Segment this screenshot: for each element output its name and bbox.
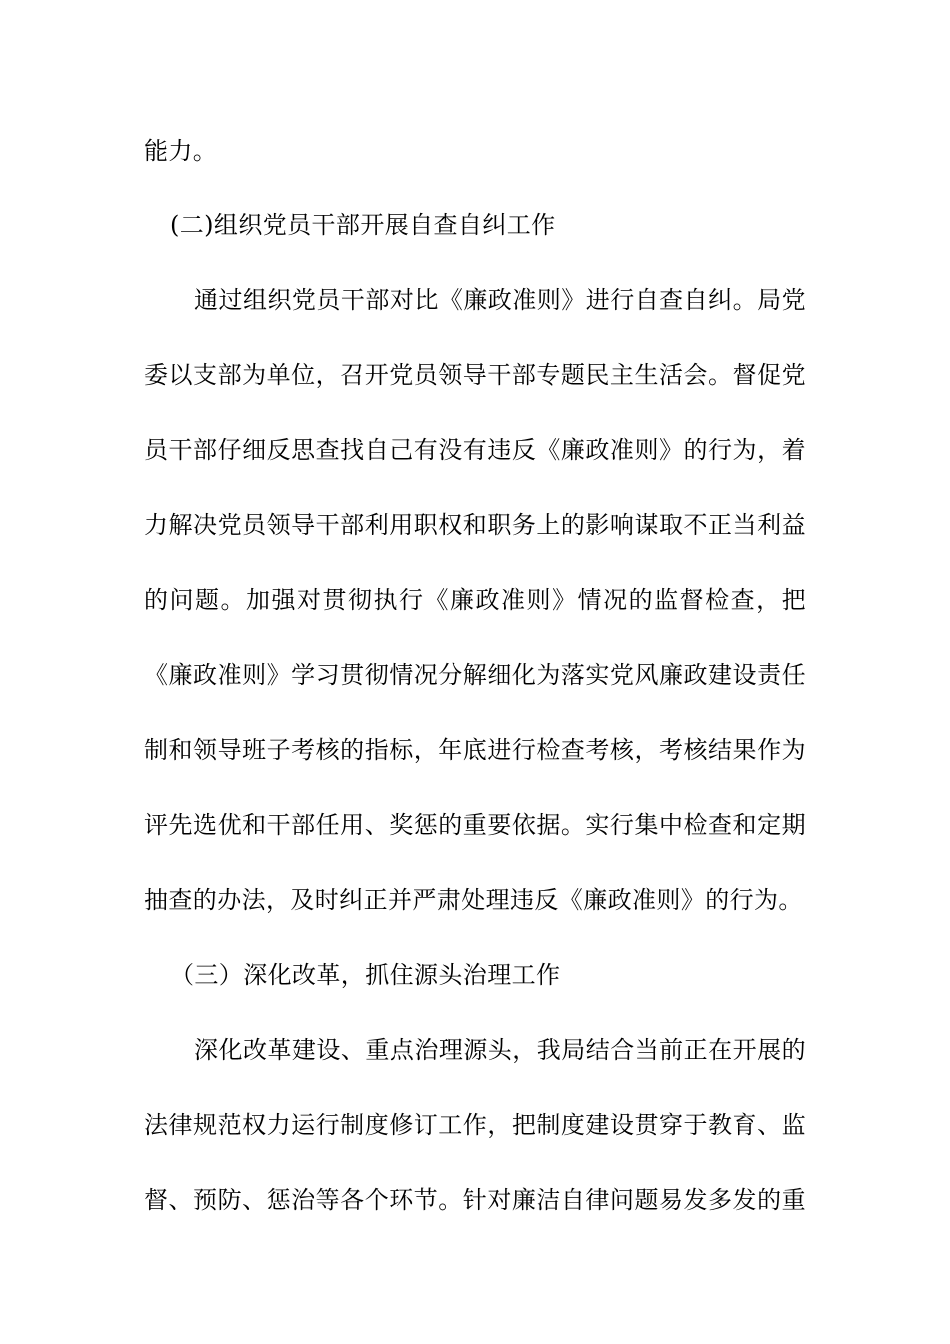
paragraph-line: 制和领导班子考核的指标，年底进行检查考核，考核结果作为 bbox=[144, 736, 806, 764]
paragraph-line: 法律规范权力运行制度修订工作，把制度建设贯穿于教育、监 bbox=[144, 1111, 806, 1139]
paragraph-line: 深化改革建设、重点治理源头，我局结合当前正在开展的 bbox=[194, 1036, 806, 1064]
paragraph-line: 通过组织党员干部对比《廉政准则》进行自查自纠。局党 bbox=[194, 286, 806, 314]
paragraph-line: 委以支部为单位，召开党员领导干部专题民主生活会。督促党 bbox=[144, 361, 806, 389]
paragraph-line: 《廉政准则》学习贯彻情况分解细化为落实党风廉政建设责任 bbox=[144, 661, 806, 689]
paragraph-line: 员干部仔细反思查找自己有没有违反《廉政准则》的行为，着 bbox=[144, 436, 806, 464]
paragraph-line-last: 抽查的办法，及时纠正并严肃处理违反《廉政准则》的行为。 bbox=[144, 886, 803, 914]
paragraph-line: 评先选优和干部任用、奖惩的重要依据。实行集中检查和定期 bbox=[144, 811, 806, 839]
paragraph-line-tail: 能力。 bbox=[144, 137, 218, 165]
paragraph-line: 督、预防、惩治等各个环节。针对廉洁自律问题易发多发的重 bbox=[144, 1186, 806, 1214]
paragraph-line: 力解决党员领导干部利用职权和职务上的影响谋取不正当利益 bbox=[144, 511, 806, 539]
section-heading-3: （三）深化改革，抓住源头治理工作 bbox=[170, 961, 561, 989]
section-heading-2: (二)组织党员干部开展自查自纠工作 bbox=[170, 211, 556, 239]
paragraph-line: 的问题。加强对贯彻执行《廉政准则》情况的监督检查，把 bbox=[144, 586, 806, 614]
